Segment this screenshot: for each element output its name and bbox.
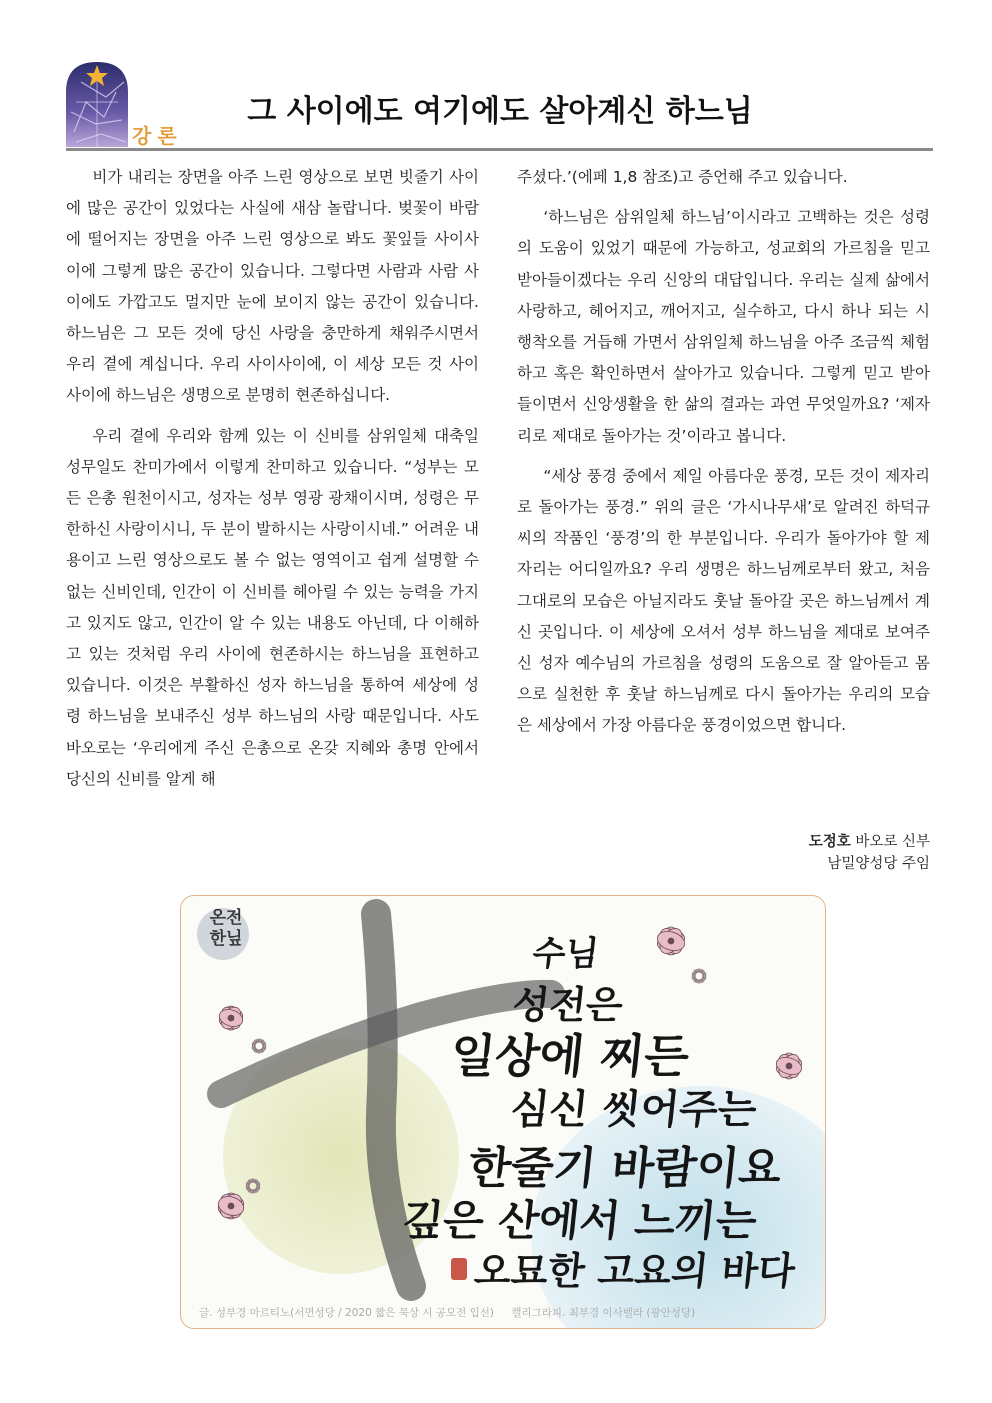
author-signature (809, 831, 930, 875)
article-paragraph-continuation: 주셨다.’(에페 1,8 참조)고 증언해 주고 있습니다. (517, 168, 848, 186)
calligraphy-poem (181, 896, 825, 1328)
article-right-column (517, 162, 930, 751)
poem-line: 오묘한 고요의 바다 (472, 1248, 798, 1293)
calligrapher-credit: 캘리그라피. 최부경 이사벨라 (광안성당) (511, 1307, 696, 1319)
poem-line: 한줄기 바람이요 (465, 1143, 785, 1194)
article-paragraph: ‘하느님은 삼위일체 하느님’이시라고 고백하는 것은 성령의 도움이 있었기 때문에 가능하고, 성교회의 가르침을 믿고 받아들이겠다는 우리 신앙의 대답입니다. 우리는 실제 삶에서 사랑하고, 헤어지고, 깨어지고, 실수하고, 다시 하나 되는 시행착오를 거듭해 가면서 삼위일체 하느님을 아주 조금씩 체험하고 혹은 확인하면서 살아가고 있습니다. 그렇게 믿고 받아들이면서 신앙생활을 한 삶의 결과는 과연 무엇일까요? ‘제자리로 제대로 돌아가는 것’이라고 봅니다. (517, 208, 930, 445)
poster-badge: 온전 한닢 (209, 908, 243, 949)
article-paragraph: 우리 곁에 우리와 함께 있는 이 신비를 삼위일체 대축일 성무일도 찬미가에서 이렇게 찬미하고 있습니다. “성부는 모든 은총 원천이시고, 성자는 성부 영광 광채이시며, 성령은 무한하신 사랑이시니, 두 분이 발하시는 사랑이시네.” 어려운 내용이고 느린 영상으로도 볼 수 없는 영역이고 쉽게 설명할 수 없는 신비인데, 인간이 이 신비를 헤아릴 수 있는 능력을 가지고 있지도 않고, 인간이 알 수 있는 내용도 아닌데, 다 이해하고 있는 것처럼 우리 사이에 현존하시는 하느님을 표현하고 있습니다. 이것은 부활하신 성자 하느님을 통하여 세상에 성령 하느님을 보내주신 성부 하느님의 사랑 때문입니다. 사도 바오로는 ‘우리에게 주신 은총으로 온갖 지혜와 총명 안에서 당신의 신비를 알게 해 (66, 426, 479, 788)
poem-line: 심신 씻어주는 (508, 1086, 759, 1133)
page-title: 그 사이에도 여기에도 살아계신 하느님 (247, 94, 753, 129)
poster-credits (199, 1305, 695, 1320)
calligraphy-poster (180, 895, 826, 1329)
article-paragraph: “세상 풍경 중에서 제일 아름다운 풍경, 모든 것이 제자리로 돌아가는 풍경.” 위의 글은 ‘가시나무새’로 알려진 하덕규 씨의 작품인 ‘풍경’의 한 부분입니다. 우리가 돌아가야 할 제자리는 어디일까요? 우리 생명은 하느님께로부터 왔고, 처음 그대로의 모습은 아닐지라도 훗날 돌아갈 곳은 하느님께서 계신 곳입니다. 이 세상에 오셔서 성부 하느님을 제대로 보여주신 성자 예수님의 가르침을 성령의 도움으로 잘 알아듣고 몸으로 실천한 후 훗날 하느님께로 다시 돌아가는 우리의 모습은 세상에서 가장 아름다운 풍경이었으면 합니다. (517, 466, 930, 735)
author-name: 도정호 (808, 834, 851, 850)
article-paragraph: 비가 내리는 장면을 아주 느린 영상으로 보면 빗줄기 사이에 많은 공간이 있었다는 사실에 새삼 놀랍니다. 벚꽃이 바람에 떨어지는 장면을 아주 느린 영상으로 봐도 꽃잎들 사이사이에 그렇게 많은 공간이 있습니다. 그렇다면 사람과 사람 사이에도 가깝고도 멀지만 눈에 보이지 않는 공간이 있습니다. 하느님은 그 모든 것에 당신 사랑을 충만하게 채워주시면서 우리 곁에 계십니다. 우리 사이사이에, 이 세상 모든 것 사이사이에 하느님은 생명으로 분명히 현존하십니다. (66, 168, 479, 405)
stained-glass-logo (66, 62, 128, 147)
poem-line: 성전은 (510, 982, 626, 1027)
poem-line: 깊은 산에서 느끼는 (400, 1196, 760, 1245)
author-position: 남밀양성당 주임 (827, 856, 930, 872)
section-label: 강론 (132, 124, 183, 148)
title-divider (66, 148, 933, 151)
article-left-column (66, 162, 479, 804)
poem-line: 일상에 찌든 (447, 1029, 692, 1083)
poem-author-credit: 글. 성부경 마르티노(서면성당 / 2020 짧은 묵상 시 공모전 입선) (199, 1307, 494, 1319)
author-role: 바오로 신부 (855, 834, 930, 850)
poem-line: 수님 (530, 934, 601, 974)
